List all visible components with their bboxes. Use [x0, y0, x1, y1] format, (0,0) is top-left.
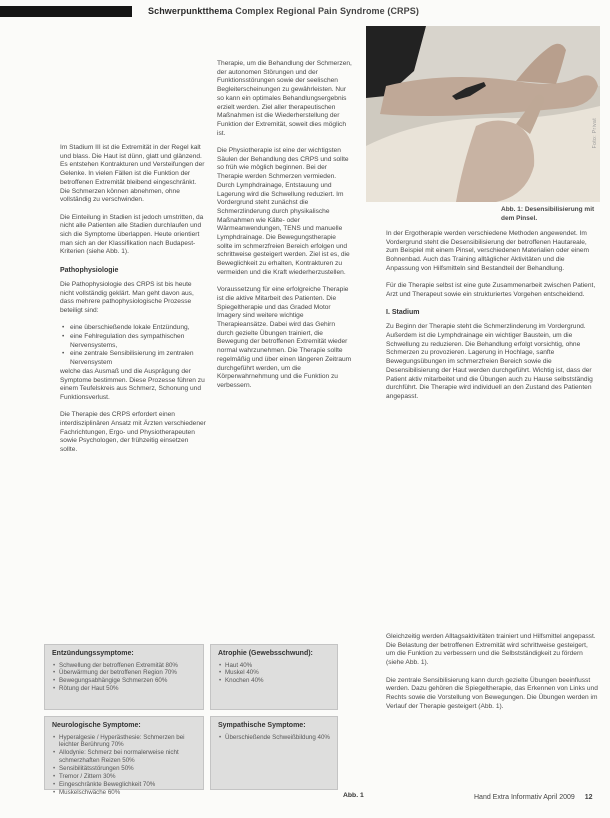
page-footer	[474, 794, 593, 801]
box-title: Sympathische Symptome:	[218, 722, 306, 729]
box-title: Atrophie (Gewebsschwund):	[218, 650, 313, 657]
box-list	[52, 734, 196, 797]
list-item: • Sensibilitätsstörungen 50%	[59, 765, 196, 773]
list-item: • Haut 40%	[225, 662, 330, 670]
paragraph: Voraussetzung für eine erfolgreiche Therapie ist die aktive Mitarbeit des Patienten. Die Spiegeltherapie und das Graded Motor Imagery sind weitere wichtige Therapieansätze. Dabei wird das Gehirn durch gezielte Übungen trainiert, die Bewegung der betroffenen Extremität wieder normal wahrzunehmen. Die Therapie sollte regelmäßig und über einen längeren Zeitraum durchgeführt werden, um die Körperwahrnehmung und die Funktion zu verbessern.	[217, 286, 352, 389]
info-box-atrophy	[210, 644, 338, 710]
figure-caption: Abb. 1: Desensibilisierung mit dem Pinsel.	[501, 206, 595, 222]
column-3	[386, 230, 598, 410]
column-1	[60, 144, 206, 464]
list-item: • Eingeschränkte Beweglichkeit 70%	[59, 781, 196, 789]
box-list	[52, 662, 196, 694]
paragraph: Die Physiotherapie ist eine der wichtigsten Säulen der Behandlung des CRPS und sollte so früh wie möglich beginnen. Bei der Therapie werden Schmerzen vermieden. Durch Lymphdrainage, Entstauung und Lagerung wird die Schwellung reduziert. Im Vordergrund steht zunächst die Schmerzlinderung durch physikalische Maßnahmen wie Kälte- oder Wärmeanwendungen, TENS und manuelle Lymphdrainage. Die Bewegungstherapie sollte im schmerzfreien Bereich erfolgen und schrittweise gesteigert werden. Ziel ist es, die Beweglichkeit zu erhalten, Kontrakturen zu vermeiden und die Kraft wiederherzustellen.	[217, 147, 350, 276]
header-section: Schwerpunktthema	[148, 6, 233, 16]
list-item: • eine zentrale Sensibilisierung im zentralen Nervensystem	[70, 350, 206, 367]
box-title: Neurologische Symptome:	[52, 722, 141, 729]
heading-pathophysiologie: Pathophysiologie	[60, 266, 119, 274]
paragraph: Die zentrale Sensibilisierung kann durch gezielte Übungen beeinflusst werden. Dazu gehören die Spiegeltherapie, das Erkennen von Links und Rechts sowie die Vorstellung von Bewegungen. Die Übungen werden im Verlauf der Therapie gesteigert (Abb. 1).	[386, 676, 598, 710]
list-item: • Rötung der Haut 50%	[59, 685, 196, 693]
list-item: • Überwärmung der betroffenen Region 70%	[59, 669, 196, 677]
list-item: • Knochen 40%	[225, 677, 330, 685]
list-item: • Muskel 40%	[225, 669, 330, 677]
hand-brush-illustration	[366, 26, 600, 202]
paragraph: In der Ergotherapie werden verschiedene Methoden angewendet. Im Vordergrund steht die Desensibilisierung der betroffenen Hautareale, zum Beispiel mit einem Pinsel, verschiedenen Materialien oder einem Bohnenbad. Auch das Training alltäglicher Aktivitäten und die Anpassung von Hilfsmitteln sind Bestandteil der Behandlung.	[386, 230, 590, 272]
figure-label: Abb. 1	[343, 792, 364, 799]
column-2	[217, 60, 353, 399]
info-box-neurological	[44, 716, 204, 796]
paragraph: Für die Therapie selbst ist eine gute Zusammenarbeit zwischen Patient, Arzt und Therapeut sowie ein strukturiertes Vorgehen entscheidend.	[386, 282, 596, 298]
bullet-list	[60, 324, 206, 368]
column-3-lower	[386, 633, 598, 720]
list-item: • Muskelschwäche 60%	[59, 789, 196, 797]
photo-desensitization	[366, 26, 600, 202]
paragraph: Gleichzeitig werden Alltagsaktivitäten trainiert und Hilfsmittel angepasst. Die Belastung der betroffenen Extremität wird schrittweise gesteigert, um die Funktion zu verbessern und die Selbstständigkeit zu fördern (siehe Abb. 1).	[386, 633, 596, 667]
info-box-inflammation	[44, 644, 204, 710]
list-item: • Bewegungsabhängige Schmerzen 60%	[59, 677, 196, 685]
paragraph: Die Einteilung in Stadien ist jedoch umstritten, da nicht alle Patienten alle Stadien durchlaufen und sich die Symptome überlappen. Heute orientiert man sich an der Klassifikation nach Budapest-Kriterien (siehe Abb. 1).	[60, 213, 204, 256]
box-list	[218, 734, 330, 742]
photo-credit: Foto: Privat	[592, 118, 598, 149]
paragraph: welche das Ausmaß und die Ausprägung der Symptome bestimmen. Diese Prozesse führen zu einem Teufelskreis aus Schmerz, Schonung und Funktionsverlust.	[60, 367, 205, 401]
paragraph: Die Pathophysiologie des CRPS ist bis heute nicht vollständig geklärt. Man geht davon aus, dass mehrere pathophysiologische Prozesse beteiligt sind:	[60, 280, 194, 314]
list-item: • eine überschießende lokale Entzündung,	[70, 324, 206, 333]
paragraph: Die Therapie des CRPS erfordert einen interdisziplinären Ansatz mit Ärzten verschiedener Fachrichtungen, Ergo- und Physiotherapeuten sowie Psychologen, der frühzeitig einsetzen sollte.	[60, 411, 206, 454]
list-item: • Allodynie: Schmerz bei normalerweise nicht schmerzhaften Reizen 50%	[59, 749, 196, 765]
heading-stadium: I. Stadium	[386, 309, 420, 317]
paragraph: Therapie, um die Behandlung der Schmerzen, der autonomen Störungen und der Funktionsstörungen sowie der seelischen Begleiterscheinungen zu gewährleisten. Nur so kann ein optimales Behandlungsergebnis erzielt werden. Ziel aller therapeutischen Maßnahmen ist die Wiederherstellung der Funktion der Extremität, soweit dies möglich ist.	[217, 60, 352, 137]
list-item: • Schwellung der betroffenen Extremität 80%	[59, 662, 196, 670]
header-title: Complex Regional Pain Syndrome (CRPS)	[235, 6, 419, 16]
paragraph: Im Stadium III ist die Extremität in der Regel kalt und blass. Die Haut ist dünn, glatt und glänzend. Es entstehen Kontrakturen und Versteifungen der Gelenke. In vielen Fällen ist die Funktion der betroffenen Extremität bleibend eingeschränkt. Die Schmerzen können abnehmen, ohne vollständig zu verschwinden.	[60, 144, 205, 204]
list-item: • Hyperalgesie / Hyperästhesie: Schmerzen bei leichter Berührung 70%	[59, 734, 196, 750]
box-list	[218, 662, 330, 686]
page-header	[148, 6, 419, 16]
list-item: • Überschießende Schweißbildung 40%	[225, 734, 330, 742]
list-item: • eine Fehlregulation des sympathischen Nervensystems,	[70, 333, 206, 350]
header-bar	[0, 6, 132, 17]
paragraph: Zu Beginn der Therapie steht die Schmerzlinderung im Vordergrund. Außerdem ist die Lymphdrainage ein wichtiger Baustein, um die Schwellung zu reduzieren. Die Behandlung erfolgt vorsichtig, ohne Schmerzen zu provozieren. Lagerung in Hochlage, sanfte Bewegungsübungen im schmerzfreien Bereich sowie die Desensibilisierung der Haut werden durchgeführt. Wichtig ist, dass der Patient aktiv mitarbeitet und die Übungen auch zu Hause selbstständig durchführt. Die Therapie wird individuell an den Zustand des Patienten angepasst.	[386, 323, 593, 400]
info-box-sympathetic	[210, 716, 338, 790]
list-item: • Tremor / Zittern 30%	[59, 773, 196, 781]
footer-text: Hand Extra Informativ April 2009	[474, 794, 575, 801]
box-title: Entzündungssymptome:	[52, 650, 134, 657]
page-number: 12	[584, 794, 593, 801]
